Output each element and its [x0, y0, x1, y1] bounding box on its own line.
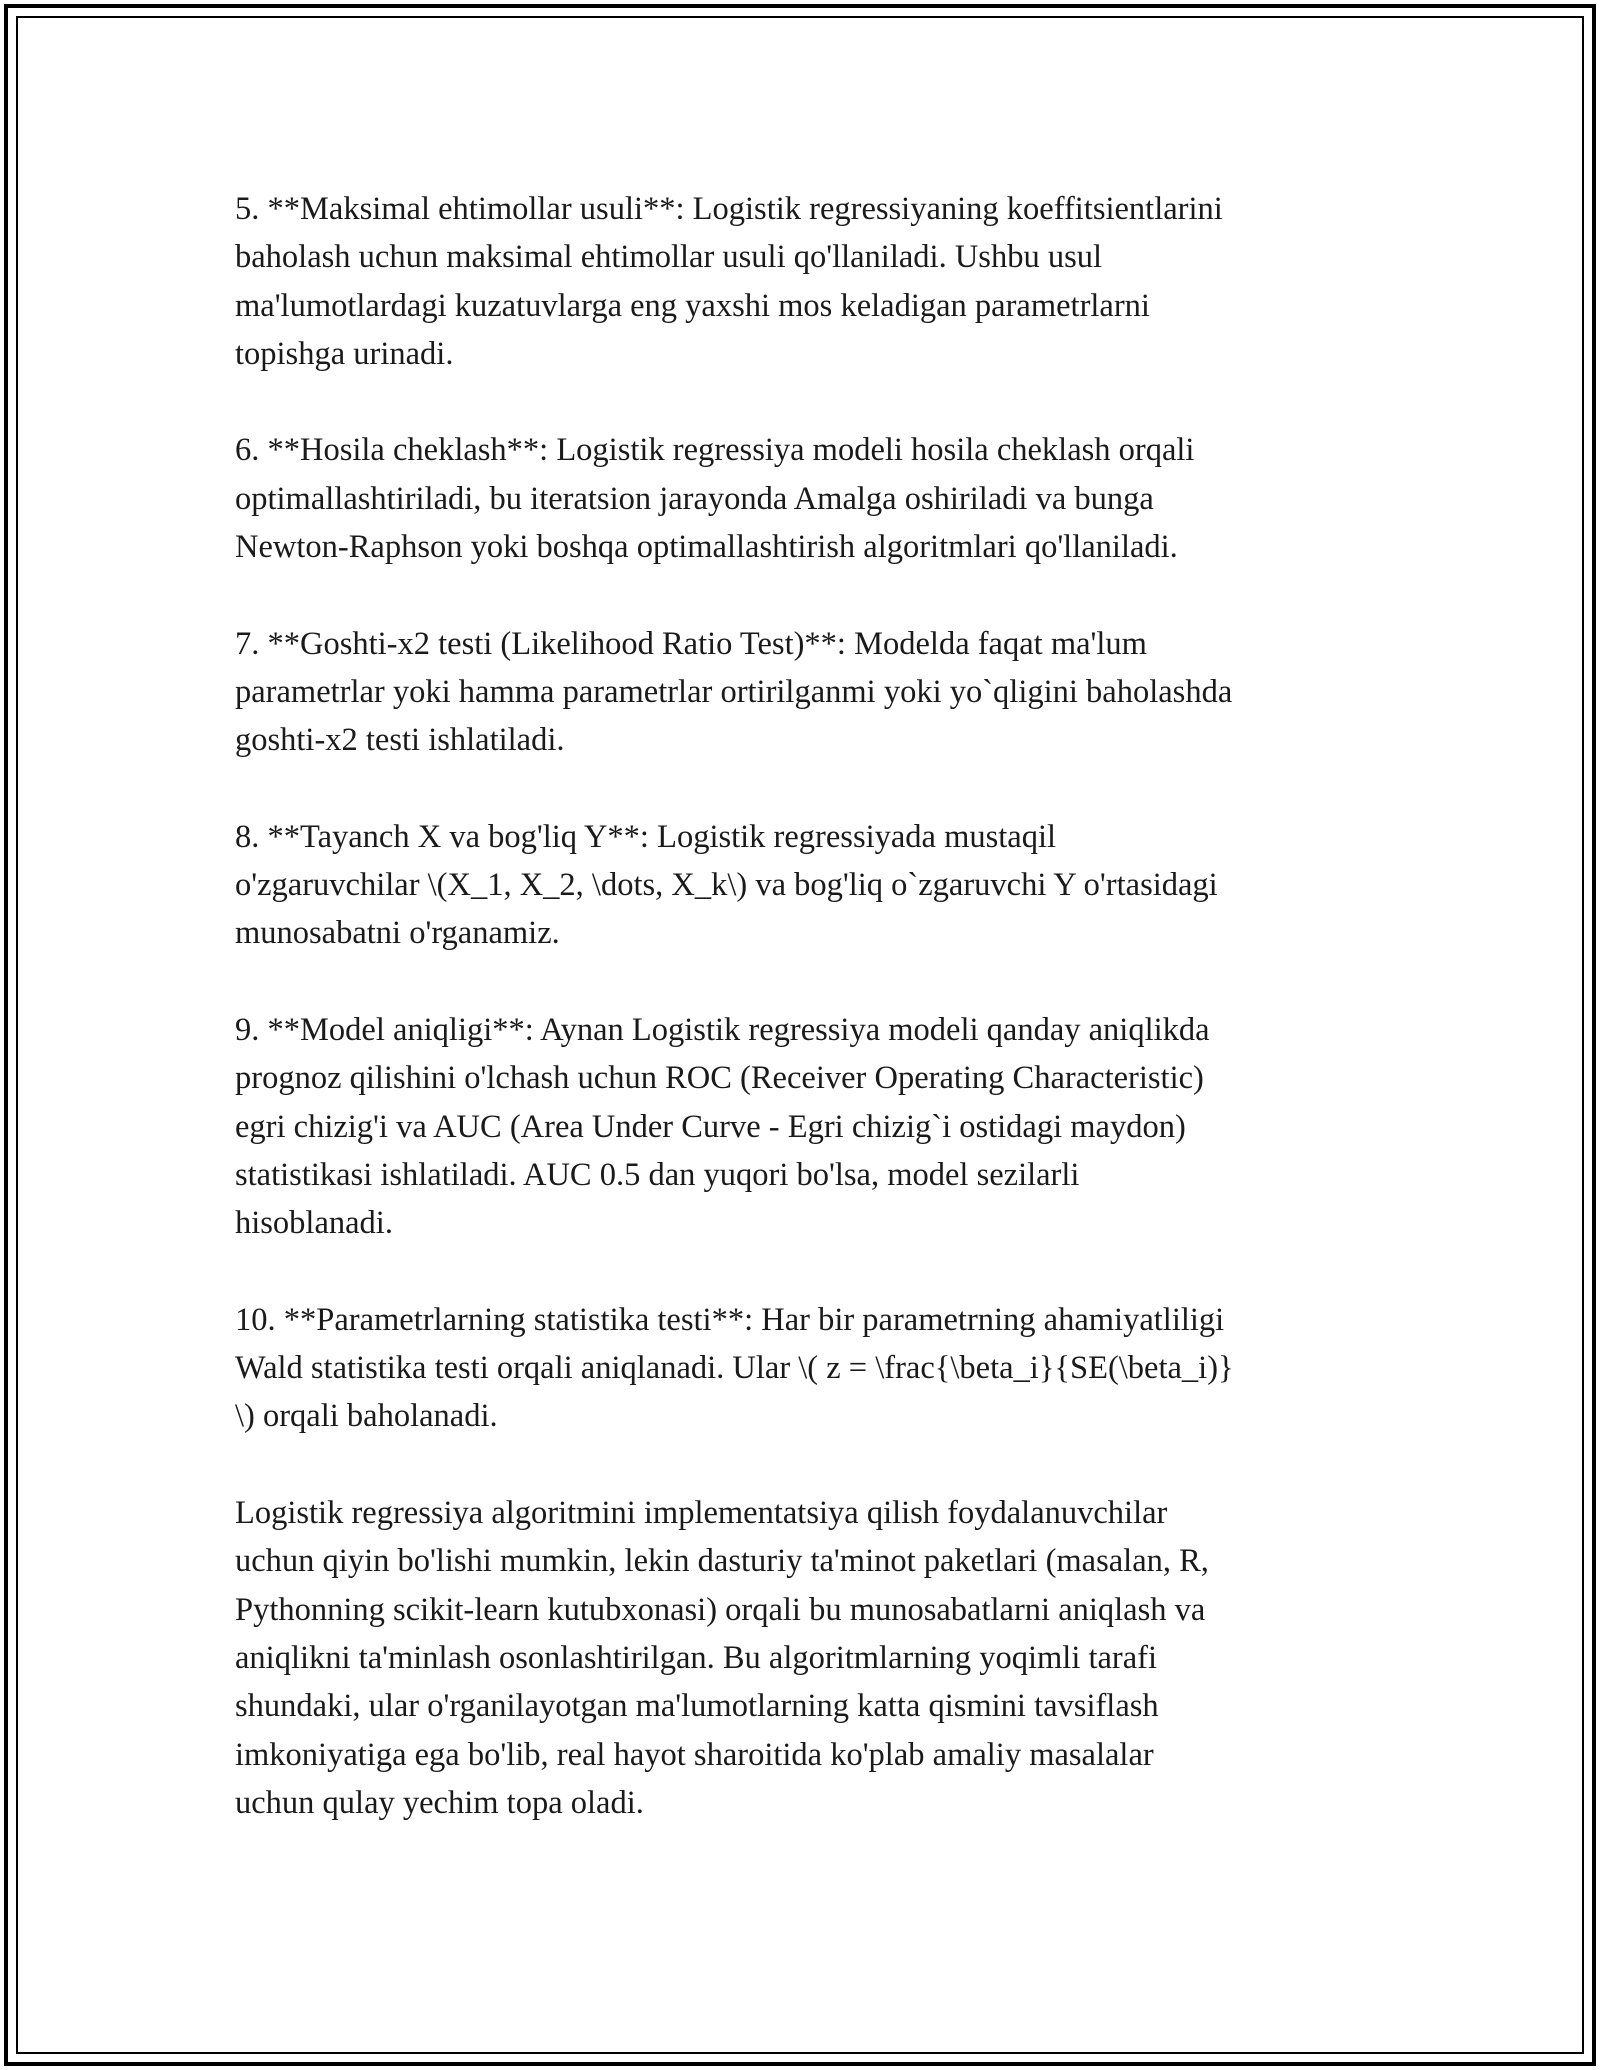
- text-line: \) orqali baholanadi.: [235, 1398, 498, 1435]
- text-line: ma'lumotlardagi kuzatuvlarga eng yaxshi mos keladigan parametrlarni: [235, 287, 1150, 324]
- text-line: o'zgaruvchilar \(X_1, X_2, \dots, X_k\) va bog'liq o`zgaruvchi Y o'rtasidagi: [235, 867, 1218, 904]
- text-line: 5. **Maksimal ehtimollar usuli**: Logistik regressiyaning koeffitsientlarini: [235, 191, 1223, 227]
- paragraph-item-10: [235, 1296, 1375, 1441]
- paragraph-conclusion: [235, 1489, 1375, 1827]
- paragraph-item-6: [235, 426, 1375, 571]
- document-body: [235, 185, 1375, 1875]
- text-line: uchun qiyin bo'lishi mumkin, lekin dasturiy ta'minot paketlari (masalan, R,: [235, 1543, 1209, 1580]
- paragraph-item-8: [235, 813, 1375, 958]
- text-line: 8. **Tayanch X va bog'liq Y**: Logistik regressiyada mustaqil: [235, 818, 1057, 855]
- text-line: Newton-Raphson yoki boshqa optimallashtirish algoritmlari qo'llaniladi.: [235, 529, 1178, 566]
- text-line: goshti-x2 testi ishlatiladi.: [235, 722, 565, 759]
- text-line: shundaki, ular o'rganilayotgan ma'lumotlarning katta qismini tavsiflash: [235, 1688, 1159, 1725]
- text-line: munosabatni o'rganamiz.: [235, 915, 560, 952]
- paragraph-item-7: [235, 620, 1375, 765]
- text-line: prognoz qilishini o'lchash uchun ROC (Receiver Operating Characteristic): [235, 1060, 1204, 1097]
- text-line: 6. **Hosila cheklash**: Logistik regressiya modeli hosila cheklash orqali: [235, 432, 1195, 469]
- text-line: Wald statistika testi orqali aniqlanadi. Ular \( z = \frac{\beta_i}{SE(\beta_i)}: [235, 1350, 1234, 1387]
- text-line: egri chizig'i va AUC (Area Under Curve - Egri chizig`i ostidagi maydon): [235, 1108, 1186, 1145]
- text-line: Pythonning scikit-learn kutubxonasi) orqali bu munosabatlarni aniqlash va: [235, 1591, 1206, 1628]
- text-line: parametrlar yoki hamma parametrlar ortirilganmi yoki yo`qligini baholashda: [235, 673, 1233, 710]
- text-line: 7. **Goshti-x2 testi (Likelihood Ratio Test)**: Modelda faqat ma'lum: [235, 625, 1147, 662]
- text-line: optimallashtiriladi, bu iteratsion jarayonda Amalga oshiriladi va bunga: [235, 480, 1154, 517]
- text-line: imkoniyatiga ega bo'lib, real hayot sharoitida ko'plab amaliy masalalar: [235, 1736, 1154, 1773]
- text-line: topishga urinadi.: [235, 335, 454, 372]
- text-line: 9. **Model aniqligi**: Aynan Logistik regressiya modeli qanday aniqlikda: [235, 1012, 1210, 1049]
- text-line: hisoblanadi.: [235, 1205, 393, 1242]
- paragraph-item-9: [235, 1006, 1375, 1247]
- text-line: Logistik regressiya algoritmini implementatsiya qilish foydalanuvchilar: [235, 1495, 1168, 1532]
- paragraph-item-5: [235, 185, 1375, 378]
- text-line: statistikasi ishlatiladi. AUC 0.5 dan yuqori bo'lsa, model sezilarli: [235, 1156, 1080, 1193]
- text-line: baholash uchun maksimal ehtimollar usuli qo'llaniladi. Ushbu usul: [235, 239, 1102, 276]
- text-line: uchun qulay yechim topa oladi.: [235, 1784, 644, 1821]
- text-line: 10. **Parametrlarning statistika testi**: Har bir parametrning ahamiyatliligi: [235, 1301, 1225, 1338]
- text-line: aniqlikni ta'minlash osonlashtirilgan. Bu algoritmlarning yoqimli tarafi: [235, 1639, 1158, 1676]
